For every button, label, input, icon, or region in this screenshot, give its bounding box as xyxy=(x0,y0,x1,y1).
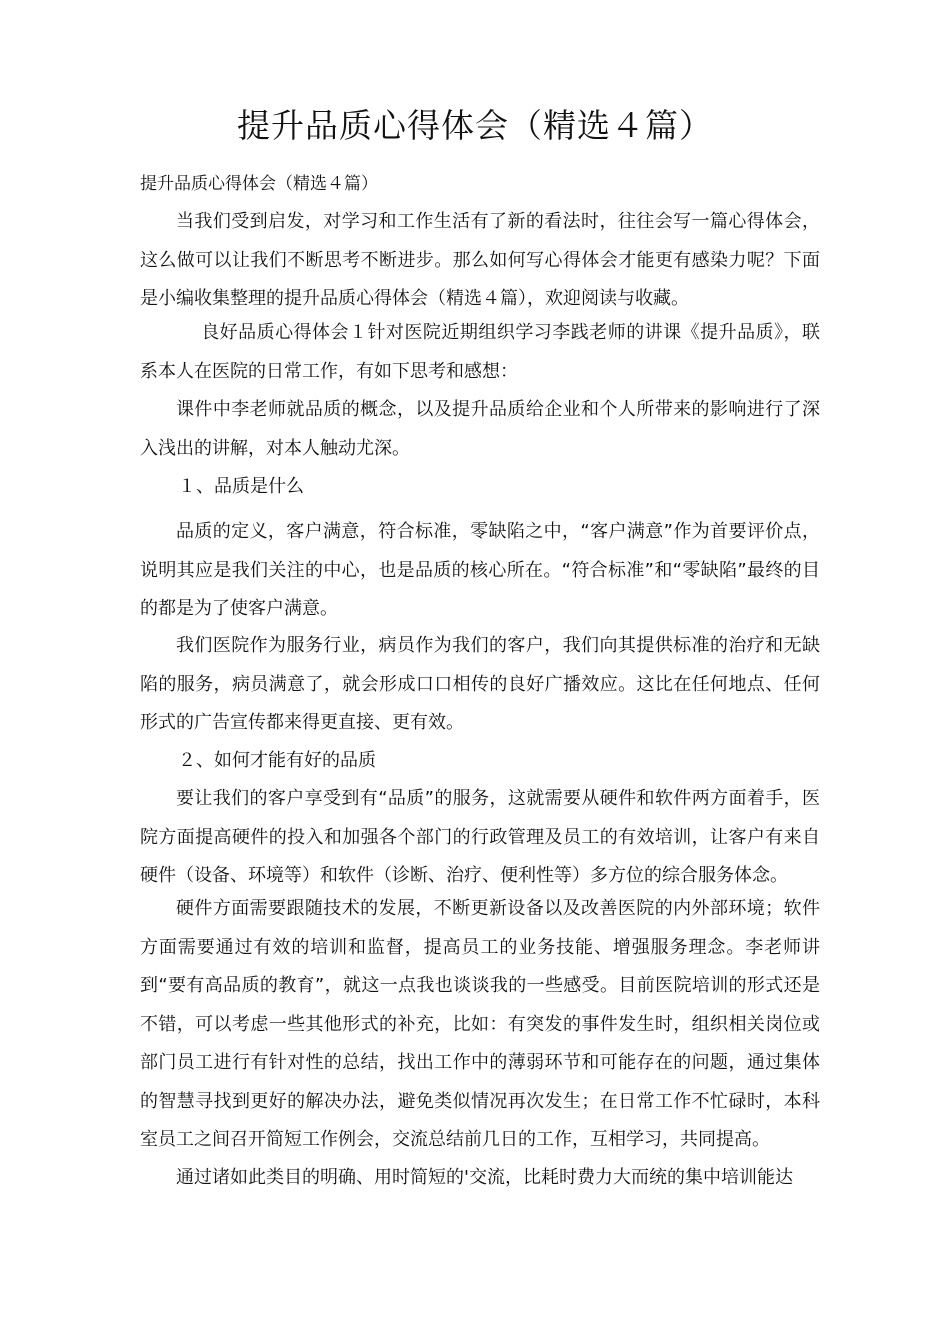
section-heading-1: １、品质是什么 xyxy=(178,476,304,497)
section-heading-2: ２、如何才能有好的品质 xyxy=(178,750,376,771)
paragraph-exchange: 通过诸如此类目的明确、用时简短的'交流，比耗时费力大而统的集中培训能达 xyxy=(176,1167,793,1188)
paragraph-quality-definition: 品质的定义，客户满意，符合标准，零缺陷之中，“客户满意”作为首要评价点，说明其应是我们关注的中心，也是品质的核心所在。“符合标准”和“零缺陷”最终的目的都是为了使客户满意。 xyxy=(140,521,820,619)
paragraph-training: 硬件方面需要跟随技术的发展，不断更新设备以及改善医院的内外部环境；软件方面需要通过有效的培训和监督，提高员工的业务技能、增强服务理念。李老师讲到“要有高品质的教育”，就这一点我也谈谈我的一些感受。目前医院培训的形式还是不错，可以考虑一些其他形式的补充，比如：有突发的事件发生时，组织相关岗位或部门员工进行有针对性的总结，找出工作中的薄弱环节和可能存在的问题，通过集体的智慧寻找到更好的解决办法，避免类似情况再次发生；在日常工作不忙碌时，本科室员工之间召开简短工作例会，交流总结前几日的工作，互相学习，共同提高。 xyxy=(140,898,820,1150)
paragraph-intro: 当我们受到启发，对学习和工作生活有了新的看法时，往往会写一篇心得体会，这么做可以让我们不断思考不断进步。那么如何写心得体会才能更有感染力呢？下面是小编收集整理的提升品质心得体会（精选４篇），欢迎阅读与收藏。 xyxy=(140,211,820,309)
paragraph-article1-intro: 良好品质心得体会１针对医院近期组织学习李践老师的讲课《提升品质》，联系本人在医院的日常工作，有如下思考和感想： xyxy=(140,322,820,382)
document-subtitle: 提升品质心得体会（精选４篇） xyxy=(140,174,378,194)
paragraph-hospital-service: 我们医院作为服务行业，病员作为我们的客户，我们向其提供标准的治疗和无缺陷的服务，病员满意了，就会形成口口相传的良好广播效应。这比在任何地点、任何形式的广告宣传都来得更直接、更有效。 xyxy=(140,635,820,733)
paragraph-courseware: 课件中李老师就品质的概念，以及提升品质给企业和个人所带来的影响进行了深入浅出的讲解，对本人触动尤深。 xyxy=(140,399,820,459)
paragraph-hardware-software: 要让我们的客户享受到有“品质”的服务，这就需要从硬件和软件两方面着手，医院方面提高硬件的投入和加强各个部门的行政管理及员工的有效培训，让客户有来自硬件（设备、环境等）和软件（诊断、治疗、便利性等）多方位的综合服务体念。 xyxy=(140,788,820,886)
document-title: 提升品质心得体会（精选４篇） xyxy=(237,106,713,145)
